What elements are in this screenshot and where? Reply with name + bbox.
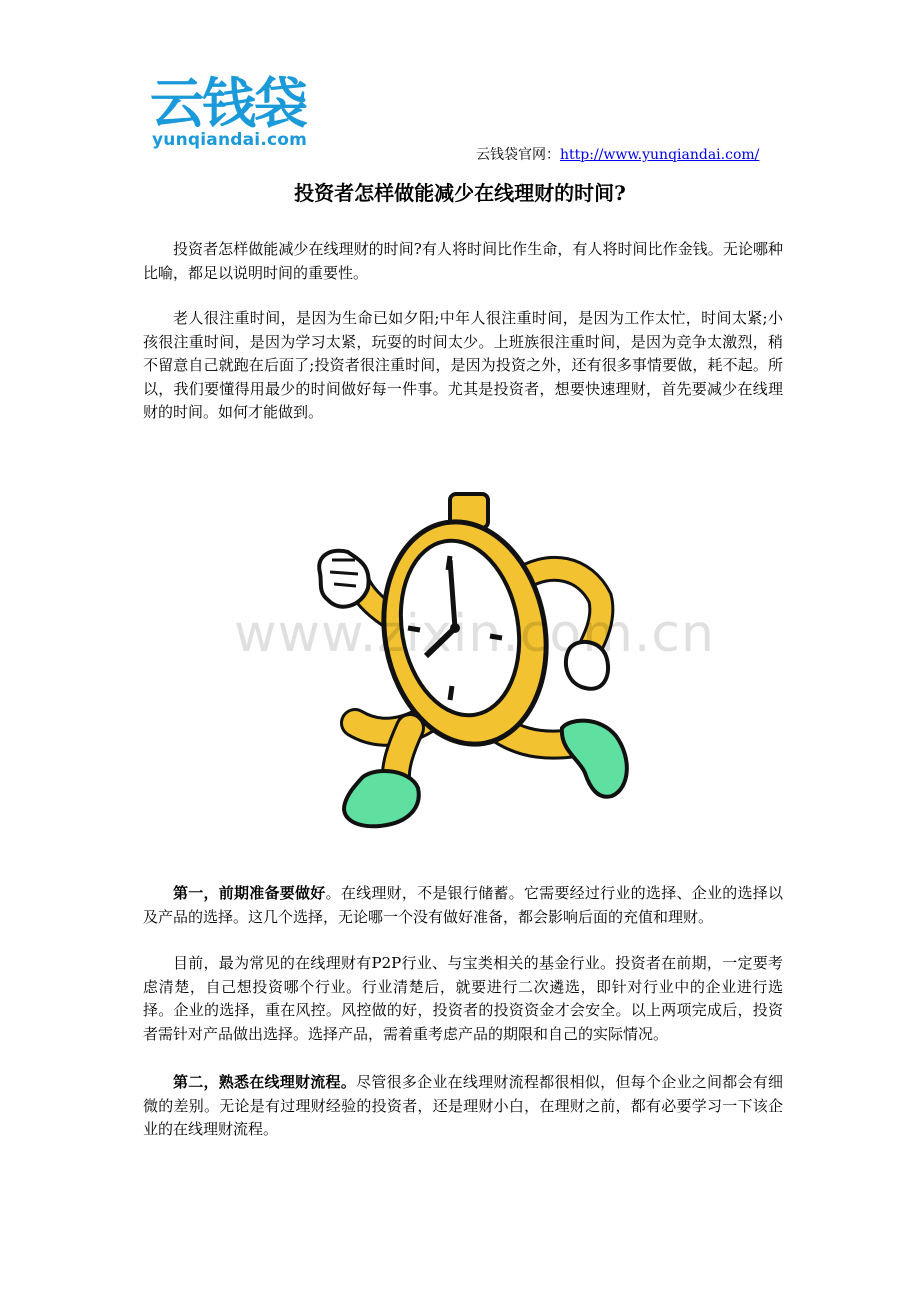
watermark-text: www.zixin.com.cn [234, 604, 715, 664]
page-title: 投资者怎样做能减少在线理财的时间? [294, 181, 626, 205]
official-site-line [476, 146, 759, 164]
official-site-label: 云钱袋官网： [476, 147, 560, 163]
paragraph-step-two [143, 1071, 783, 1142]
paragraph-time-importance: 老人很注重时间，是因为生命已如夕阳;中年人很注重时间，是因为工作太忙，时间太紧;小孩很注重时间，是因为学习太紧，玩耍的时间太少。上班族很注重时间，是因为竞争太激烈，稍不留意自己就跑在后面了;投资者很注重时间，是因为投资之外，还有很多事情要做，耗不起。所以，我们要懂得用最少的时间做好每一件事。尤其是投资者，想要快速理财，首先要减少在线理财的时间。如何才能做到。 [143, 309, 783, 421]
step-one-text: 。在线理财，不是银行储蓄。它需要经过行业的选择、企业的选择以及产品的选择。这几个选择，无论哪一个没有做好准备，都会影响后面的充值和理财。 [143, 884, 783, 926]
step-two-text: 尽管很多企业在线理财流程都很相似，但每个企业之间都会有细微的差别。无论是有过理财经验的投资者，还是理财小白，在理财之前，都有必要学习一下该企业的在线理财流程。 [143, 1073, 783, 1138]
step-two-heading: 第二，熟悉在线理财流程。 [173, 1073, 357, 1091]
paragraph-step-one [143, 882, 783, 929]
paragraph-common-products: 目前，最为常见的在线理财有P2P行业、与宝类相关的基金行业。投资者在前期，一定要考虑清楚，自己想投资哪个行业。行业清楚后，就要进行二次遴选，即针对行业中的企业进行选择。企业的选择，重在风控。风控做的好，投资者的投资资金才会安全。以上两项完成后，投资者需针对产品做出选择。选择产品，需着重考虑产品的期限和自己的实际情况。 [143, 954, 783, 1043]
logo-domain-text: yunqiandai.com [152, 130, 308, 150]
paragraph-intro: 投资者怎样做能减少在线理财的时间?有人将时间比作生命，有人将时间比作金钱。无论哪种比喻，都足以说明时间的重要性。 [143, 240, 783, 282]
yunqiandai-logo [150, 74, 330, 154]
official-site-link[interactable]: http://www.yunqiandai.com/ [560, 147, 760, 163]
logo-chinese-text: 云钱袋 [150, 72, 306, 135]
step-one-heading: 第一，前期准备要做好 [173, 884, 326, 902]
